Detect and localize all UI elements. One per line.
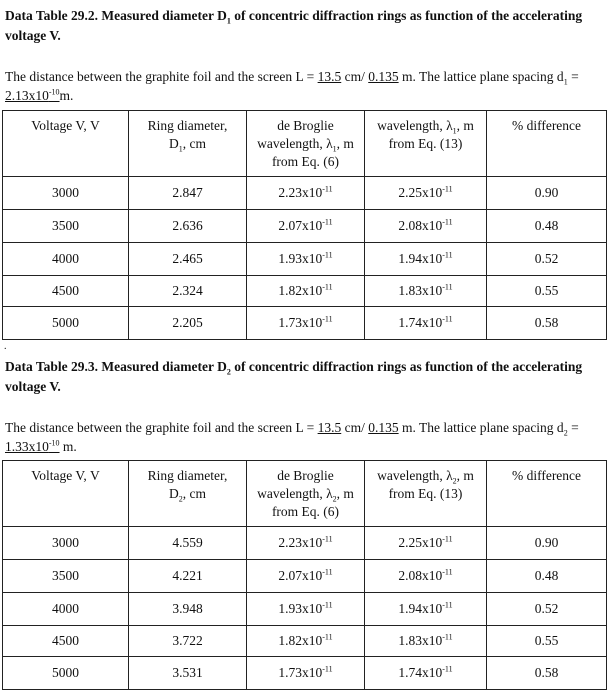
cell-diameter: 4.559 bbox=[129, 527, 247, 560]
header-wavelength: wavelength, $\lambda_1$, m from Eq. (13) bbox=[365, 111, 487, 177]
table-row bbox=[3, 626, 607, 657]
cell-wavelength: $1.74x10^{-11}$ bbox=[365, 307, 487, 340]
cell-voltage: 3500 bbox=[3, 210, 129, 243]
cell-wavelength: $1.83x10^{-11}$ bbox=[365, 626, 487, 657]
cell-diameter: 2.465 bbox=[129, 243, 247, 276]
cell-broglie: $1.82x10^{-11}$ bbox=[247, 276, 365, 307]
cell-wavelength: $1.83x10^{-11}$ bbox=[365, 276, 487, 307]
table1-title: Data Table 29.2. Measured diameter $D_1$ of concentric diffraction rings as function of the accelerating voltage V. bbox=[5, 8, 583, 43]
table2 bbox=[2, 460, 607, 690]
header-wavelength: wavelength, $\lambda_2$, m from Eq. (13) bbox=[365, 461, 487, 527]
cell-wavelength: $1.74x10^{-11}$ bbox=[365, 657, 487, 690]
table1-description: The distance between the graphite foil and the screen L = 13.5 cm/ 0.135 m. The lattice plane spacing $d_1 = 2.13x10^{-10}m$. bbox=[5, 69, 579, 103]
table-row bbox=[3, 593, 607, 626]
cell-difference: 0.55 bbox=[487, 276, 607, 307]
table-row bbox=[3, 560, 607, 593]
cell-diameter: 2.636 bbox=[129, 210, 247, 243]
cell-broglie: $1.73x10^{-11}$ bbox=[247, 307, 365, 340]
cell-diameter: 2.324 bbox=[129, 276, 247, 307]
header-voltage: Voltage V, V bbox=[3, 461, 129, 527]
cell-broglie: $1.73x10^{-11}$ bbox=[247, 657, 365, 690]
table-row bbox=[3, 527, 607, 560]
cell-broglie: $1.93x10^{-11}$ bbox=[247, 593, 365, 626]
table-row bbox=[3, 210, 607, 243]
cell-diameter: 2.847 bbox=[129, 177, 247, 210]
separator-dot: . bbox=[4, 341, 7, 352]
cell-difference: 0.90 bbox=[487, 527, 607, 560]
header-voltage: Voltage V, V bbox=[3, 111, 129, 177]
cell-voltage: 5000 bbox=[3, 657, 129, 690]
cell-broglie: $1.93x10^{-11}$ bbox=[247, 243, 365, 276]
cell-voltage: 4000 bbox=[3, 243, 129, 276]
header-ring-diameter: Ring diameter, $D_2$, cm bbox=[129, 461, 247, 527]
cell-broglie: $2.23x10^{-11}$ bbox=[247, 527, 365, 560]
table-row bbox=[3, 243, 607, 276]
cell-voltage: 4000 bbox=[3, 593, 129, 626]
cell-broglie: $2.23x10^{-11}$ bbox=[247, 177, 365, 210]
cell-difference: 0.48 bbox=[487, 560, 607, 593]
cell-difference: 0.52 bbox=[487, 243, 607, 276]
cell-difference: 0.90 bbox=[487, 177, 607, 210]
cell-difference: 0.58 bbox=[487, 657, 607, 690]
table-row bbox=[3, 177, 607, 210]
cell-diameter: 3.531 bbox=[129, 657, 247, 690]
header-percent-difference: % difference bbox=[487, 111, 607, 177]
cell-difference: 0.58 bbox=[487, 307, 607, 340]
cell-voltage: 5000 bbox=[3, 307, 129, 340]
header-de-broglie: de Broglie wavelength, $\lambda_1$, m from Eq. (6) bbox=[247, 111, 365, 177]
table-row bbox=[3, 276, 607, 307]
cell-wavelength: $1.94x10^{-11}$ bbox=[365, 593, 487, 626]
cell-voltage: 4500 bbox=[3, 276, 129, 307]
cell-diameter: 3.722 bbox=[129, 626, 247, 657]
cell-broglie: $2.07x10^{-11}$ bbox=[247, 210, 365, 243]
cell-wavelength: $2.08x10^{-11}$ bbox=[365, 210, 487, 243]
cell-voltage: 3000 bbox=[3, 527, 129, 560]
cell-difference: 0.55 bbox=[487, 626, 607, 657]
cell-difference: 0.52 bbox=[487, 593, 607, 626]
table2-title: Data Table 29.3. Measured diameter $D_2$ of concentric diffraction rings as function of the accelerating voltage V. bbox=[5, 359, 583, 394]
cell-voltage: 4500 bbox=[3, 626, 129, 657]
cell-wavelength: $2.25x10^{-11}$ bbox=[365, 527, 487, 560]
header-de-broglie: de Broglie wavelength, $\lambda_2$, m from Eq. (6) bbox=[247, 461, 365, 527]
cell-broglie: $1.82x10^{-11}$ bbox=[247, 626, 365, 657]
header-ring-diameter: Ring diameter, $D_1$, cm bbox=[129, 111, 247, 177]
table2-description: The distance between the graphite foil and the screen L = 13.5 cm/ 0.135 m. The lattice plane spacing $d_2 = 1.33x10^{-10}$ m. bbox=[5, 420, 579, 454]
cell-voltage: 3500 bbox=[3, 560, 129, 593]
cell-wavelength: $2.08x10^{-11}$ bbox=[365, 560, 487, 593]
table-row bbox=[3, 307, 607, 340]
cell-voltage: 3000 bbox=[3, 177, 129, 210]
table-row bbox=[3, 657, 607, 690]
header-percent-difference: % difference bbox=[487, 461, 607, 527]
cell-diameter: 2.205 bbox=[129, 307, 247, 340]
cell-diameter: 3.948 bbox=[129, 593, 247, 626]
cell-broglie: $2.07x10^{-11}$ bbox=[247, 560, 365, 593]
cell-wavelength: $2.25x10^{-11}$ bbox=[365, 177, 487, 210]
table1 bbox=[2, 110, 607, 340]
cell-wavelength: $1.94x10^{-11}$ bbox=[365, 243, 487, 276]
cell-difference: 0.48 bbox=[487, 210, 607, 243]
cell-diameter: 4.221 bbox=[129, 560, 247, 593]
